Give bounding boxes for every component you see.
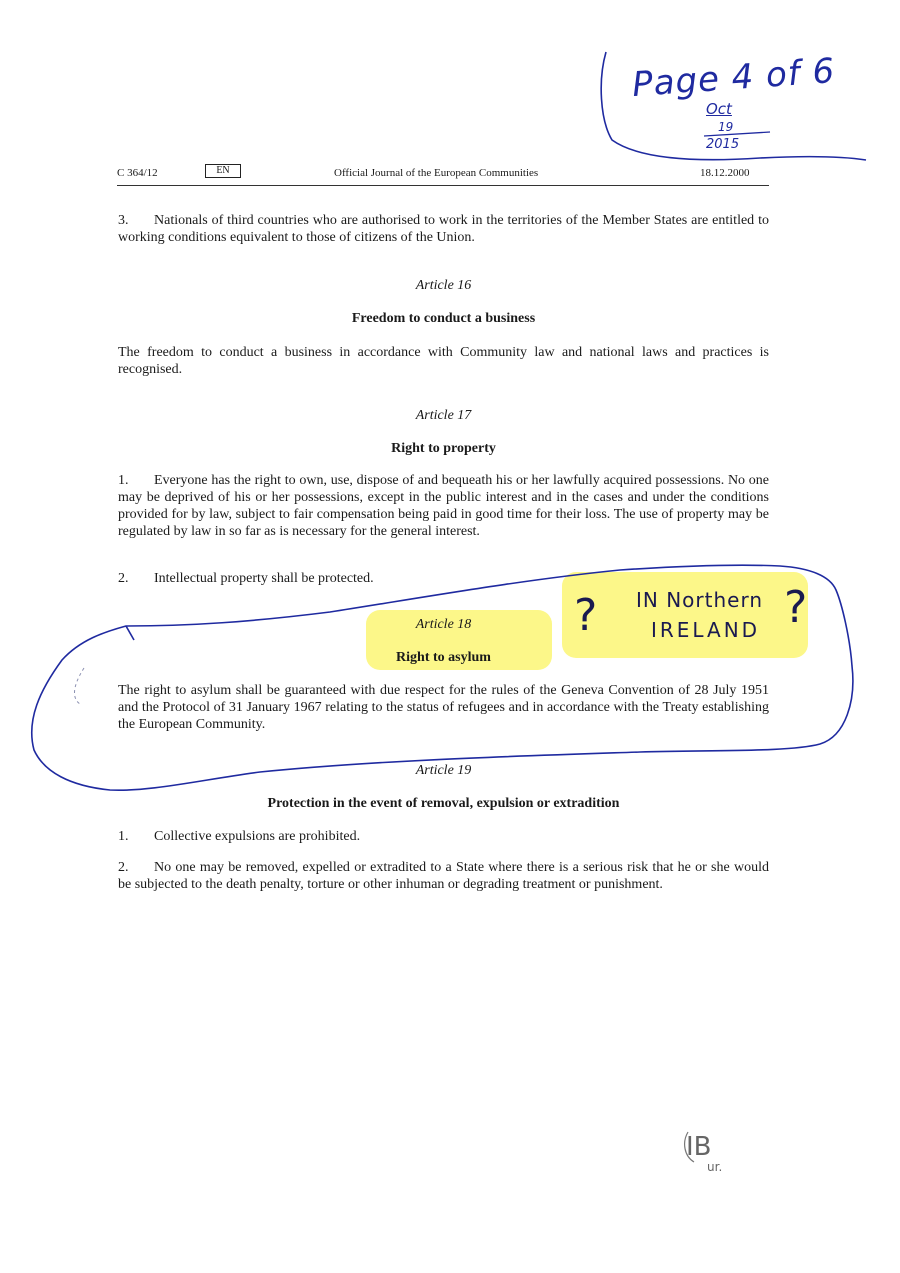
article-16-label: Article 16 xyxy=(415,278,472,293)
paragraph-text: Nationals of third countries who are authorised to work in the territories of the Member States are entitled to working conditions equivalent to those of citizens of the Union. xyxy=(118,213,769,245)
handwritten-question-mark-right: ? xyxy=(784,582,808,633)
paragraph-number: 3. xyxy=(118,213,129,228)
handwritten-note-line-1: IN Northern xyxy=(636,588,764,612)
paragraph-number: 2. xyxy=(118,571,129,586)
handwritten-initials: IB xyxy=(686,1132,712,1162)
publication-date: 18.12.2000 xyxy=(700,167,750,179)
paragraph-number: 1. xyxy=(118,473,129,488)
article-19-heading: Protection in the event of removal, expulsion or extradition xyxy=(267,796,620,811)
article-18-heading: Right to asylum xyxy=(396,650,491,665)
paragraph-text: No one may be removed, expelled or extradited to a State where there is a serious risk that he or she would be subjected to the death penalty, torture or other inhuman or degrading treatment or punishment. xyxy=(118,860,769,892)
journal-title: Official Journal of the European Communities xyxy=(334,167,539,179)
article-17-label: Article 17 xyxy=(415,408,472,423)
paragraph-text: Everyone has the right to own, use, dispose of and bequeath his or her lawfully acquired possessions. No one may be deprived of his or her possessions, except in the public interest and in the cases and under the conditions provided for by law, subject to fair compensation being paid in good time for their loss. The use of property may be regulated by law in so far as is necessary for the general interest. xyxy=(118,473,769,539)
handwritten-question-mark-left: ? xyxy=(574,590,598,641)
language-box: EN xyxy=(205,164,241,178)
article-18-label: Article 18 xyxy=(415,617,472,632)
handwritten-note-line-2: IRELAND xyxy=(651,618,761,642)
article-16-heading: Freedom to conduct a business xyxy=(351,311,536,326)
paragraph-text: Collective expulsions are prohibited. xyxy=(154,829,361,844)
loop-tick xyxy=(126,626,134,640)
handwritten-year: 2015 xyxy=(706,137,740,152)
article-18-text: The right to asylum shall be guaranteed with due respect for the rules of the Geneva Convention of 28 July 1951 and the Protocol of 31 January 1967 relating to the status of refugees and in accordance with the Treaty establishing the European Community. xyxy=(118,683,769,732)
paragraph-number: 2. xyxy=(118,860,129,875)
handwritten-month: Oct xyxy=(706,100,732,118)
handwritten-day: 19 xyxy=(718,120,734,134)
date-underline xyxy=(704,132,770,136)
loop-inner-stroke xyxy=(75,668,85,704)
paragraph-text: Intellectual property shall be protected. xyxy=(154,571,374,586)
paragraph-number: 1. xyxy=(118,829,129,844)
article-16-text: The freedom to conduct a business in accordance with Community law and national laws and practices is recognised. xyxy=(118,345,769,377)
issue-reference: C 364/12 xyxy=(117,167,158,179)
article-19-label: Article 19 xyxy=(415,763,472,778)
handwritten-initials-sub: ur. xyxy=(707,1160,723,1174)
handwritten-page-count: Page 4 of 6 xyxy=(630,50,837,106)
article-17-heading: Right to property xyxy=(391,441,496,456)
